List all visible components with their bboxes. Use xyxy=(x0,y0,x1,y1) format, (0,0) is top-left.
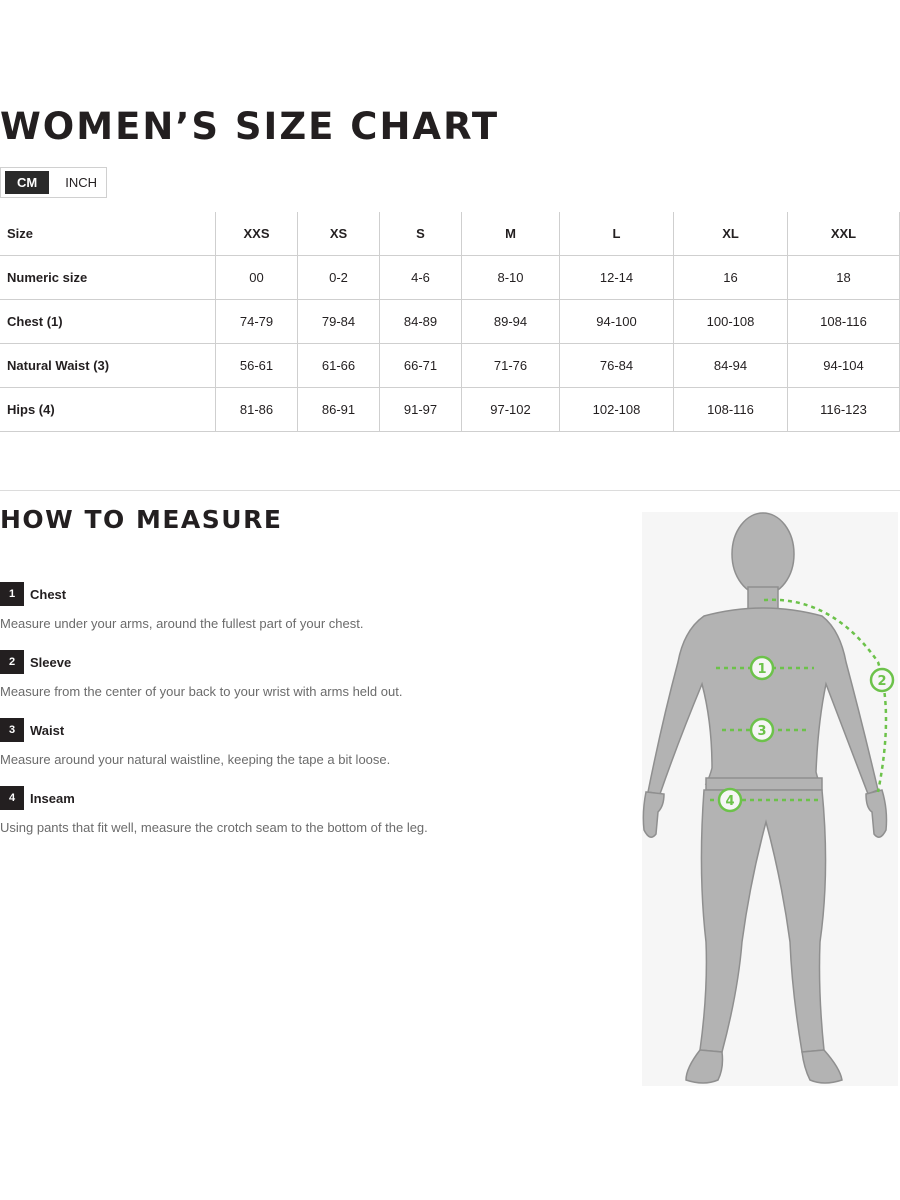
size-table xyxy=(0,212,900,432)
table-cell: 94-104 xyxy=(788,344,900,388)
table-cell: 61-66 xyxy=(298,344,380,388)
table-row xyxy=(0,300,900,344)
measure-step-sleeve xyxy=(0,650,600,699)
table-row xyxy=(0,388,900,432)
table-cell: 16 xyxy=(674,256,788,300)
step-number-badge: 2 xyxy=(0,650,24,674)
table-header-cell: S xyxy=(380,212,462,256)
right-hand-shape xyxy=(866,790,887,837)
table-cell: 108-116 xyxy=(788,300,900,344)
table-cell: 00 xyxy=(216,256,298,300)
table-row-label: Numeric size xyxy=(0,256,216,300)
step-name: Sleeve xyxy=(30,654,72,670)
legs-shape xyxy=(700,790,826,1052)
table-cell: 84-94 xyxy=(674,344,788,388)
torso-shape xyxy=(648,608,878,794)
step-description: Measure under your arms, around the fullest part of your chest. xyxy=(0,616,364,631)
table-cell: 81-86 xyxy=(216,388,298,432)
table-header-cell: XL xyxy=(674,212,788,256)
table-cell: 86-91 xyxy=(298,388,380,432)
step-number-badge: 1 xyxy=(0,582,24,606)
table-row-label: Natural Waist (3) xyxy=(0,344,216,388)
unit-cm-button[interactable]: CM xyxy=(5,171,49,194)
table-cell: 66-71 xyxy=(380,344,462,388)
marker-label-2: 2 xyxy=(877,674,887,689)
table-cell: 108-116 xyxy=(674,388,788,432)
table-cell: 18 xyxy=(788,256,900,300)
unit-toggle xyxy=(0,167,107,198)
how-to-measure-title: HOW TO MEASURE xyxy=(0,505,283,534)
table-cell: 71-76 xyxy=(462,344,560,388)
table-cell: 56-61 xyxy=(216,344,298,388)
step-number-badge: 4 xyxy=(0,786,24,810)
marker-label-1: 1 xyxy=(757,662,767,677)
table-header-cell: XS xyxy=(298,212,380,256)
measurement-figure xyxy=(642,512,898,1086)
step-name: Chest xyxy=(30,586,67,602)
table-row-label: Chest (1) xyxy=(0,300,216,344)
waistband-shape xyxy=(706,778,822,790)
table-cell: 116-123 xyxy=(788,388,900,432)
table-cell: 84-89 xyxy=(380,300,462,344)
table-row-label: Hips (4) xyxy=(0,388,216,432)
table-header-cell: M xyxy=(462,212,560,256)
table-cell: 94-100 xyxy=(560,300,674,344)
section-divider xyxy=(0,490,900,491)
body-silhouette-illustration xyxy=(642,512,898,1086)
table-header-cell: Size xyxy=(0,212,216,256)
table-cell: 76-84 xyxy=(560,344,674,388)
table-header-cell: XXL xyxy=(788,212,900,256)
step-description: Measure around your natural waistline, keeping the tape a bit loose. xyxy=(0,752,391,767)
table-cell: 89-94 xyxy=(462,300,560,344)
step-description: Measure from the center of your back to your wrist with arms held out. xyxy=(0,684,403,699)
step-name: Inseam xyxy=(30,790,75,806)
table-cell: 102-108 xyxy=(560,388,674,432)
table-cell: 12-14 xyxy=(560,256,674,300)
step-number-badge: 3 xyxy=(0,718,24,742)
table-row xyxy=(0,344,900,388)
step-name: Waist xyxy=(30,722,65,738)
step-description: Using pants that fit well, measure the crotch seam to the bottom of the leg. xyxy=(0,820,428,835)
page-title: WOMEN’S SIZE CHART xyxy=(0,105,500,148)
measure-step-inseam xyxy=(0,786,600,835)
right-foot-shape xyxy=(802,1050,842,1083)
table-header-cell: XXS xyxy=(216,212,298,256)
table-cell: 74-79 xyxy=(216,300,298,344)
table-cell: 97-102 xyxy=(462,388,560,432)
table-cell: 0-2 xyxy=(298,256,380,300)
marker-label-4: 4 xyxy=(725,794,735,809)
table-row xyxy=(0,256,900,300)
table-cell: 100-108 xyxy=(674,300,788,344)
left-hand-shape xyxy=(643,792,664,837)
table-header-cell: L xyxy=(560,212,674,256)
left-foot-shape xyxy=(686,1050,723,1083)
measure-step-chest xyxy=(0,582,600,631)
head-shape xyxy=(732,513,794,595)
table-header-row xyxy=(0,212,900,256)
table-cell: 79-84 xyxy=(298,300,380,344)
marker-label-3: 3 xyxy=(757,724,767,739)
table-cell: 4-6 xyxy=(380,256,462,300)
table-cell: 8-10 xyxy=(462,256,560,300)
unit-inch-button[interactable]: INCH xyxy=(65,175,97,190)
measure-step-waist xyxy=(0,718,600,767)
table-cell: 91-97 xyxy=(380,388,462,432)
